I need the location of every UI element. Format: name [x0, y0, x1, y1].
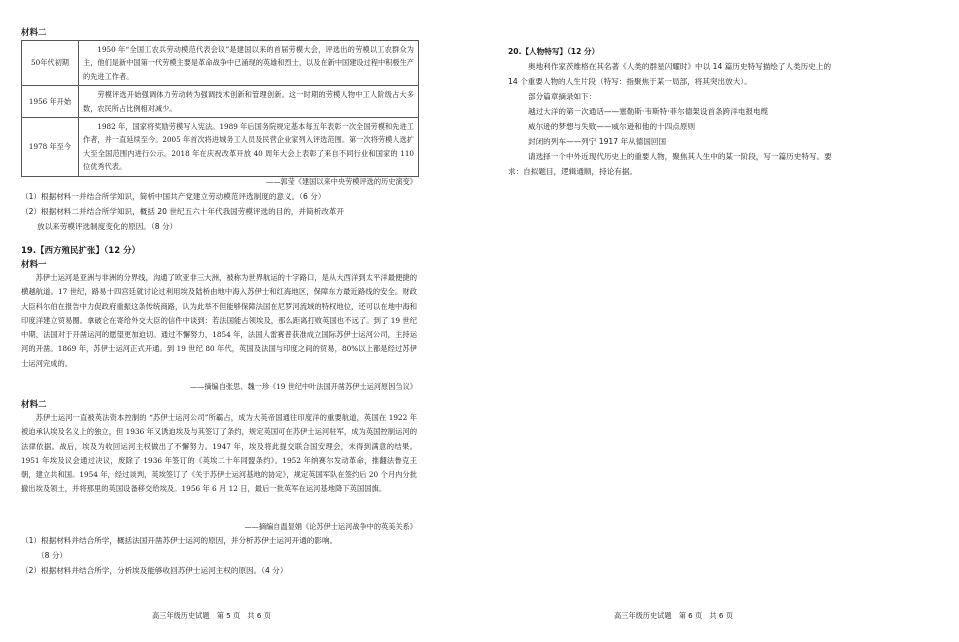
question-18-2: （2）根据材料二并结合所学知识，概括 20 世纪五六十年代我国劳模评选的目的，并简析改革开 [21, 207, 345, 216]
question-19-2: （2）根据材料并结合所学，分析埃及能够收回苏伊士运河主权的原因。（4 分） [21, 566, 288, 575]
question-18-1: （1）根据材料一并结合所学知识，简析中国共产党建立劳动模范评选制度的意义。（6 分） [21, 192, 326, 201]
question-20-body [508, 59, 928, 179]
right-page [490, 0, 959, 642]
question-19 [21, 533, 421, 578]
page-footer-6: 高三年级历史试题 第 6 页 共 6 页 [614, 611, 733, 620]
question-19-title: 19.【西方殖民扩张】（12 分） [21, 246, 141, 256]
labor-model-table [21, 40, 419, 177]
question-20-title: 20.【人物特写】（12 分） [508, 47, 600, 56]
question-19-1-cont: （8 分） [37, 551, 68, 560]
material-2b-title: 材料二 [21, 400, 47, 410]
requirement-line: 求：自拟题目，逻辑通顺，持论有据。 [508, 167, 638, 176]
era-text-cell: 劳模评选开始强调体力劳动转为强调技术创新和管理创新。这一时期的劳模人物中工人阶级占大多数，农民所占比例相对减少。 [79, 86, 419, 118]
list-heading: 部分篇章摘录如下： [528, 92, 597, 101]
list-item: 封闭的列车——列宁 1917 年从德国回国 [528, 137, 667, 146]
list-item: 威尔逊的梦想与失败——威尔逊和他的十四点原则 [528, 122, 696, 131]
era-cell: 50年代初期 [22, 41, 79, 86]
question-18 [21, 189, 421, 234]
page-footer-5: 高三年级历史试题 第 5 页 共 6 页 [152, 611, 271, 620]
material-1-title: 材料一 [21, 260, 47, 270]
material-2b-text: 苏伊士运河一直被英法资本控制的 “苏伊士运河公司”所霸占，成为大英帝国通往印度洋的重要航道，英国在 1922 年被迫承认埃及名义上的独立，但 1936 年又诱迫埃及与其签订了条约，规定英国可在苏伊士运河驻军，成为英国控制运河的法律依据。战后，埃及为收回运河主权做出了不懈努力。1947 年，埃及将此提交联合国安理会，未得到满意的结果。1951 年埃及议会通过决议，废除了 1936 年签订的《英埃二十年同盟条约》。1952 年纳赛尔发动革命，推翻法鲁克王朝，建立共和国。1954 年，经过谈判，英埃签订了《关于苏伊士运河基地的协定》，规定英国军队在签约后 20 个月内分批撤出埃及领土，并将那里的英国设备移交给埃及。1956 年 6 月 12 日，最后一批英军在运河基地降下英国国旗。 [21, 413, 418, 494]
table-source: ——郭莹《建国以来中央劳模评选的历史演变》 [266, 177, 417, 186]
era-text-cell: 1950 年“全国工农兵劳动模范代表会议”是建国以来的首届劳模大会，评选出的劳模以工农群众为主，他们是新中国第一代劳模主要是革命战争中已涌现的英雄和烈士，以及在新中国建设过程中积极生产的先进工作者。 [79, 41, 419, 86]
material-2b-source: ——摘编自温显娟《论苏伊士运河战争中的英美关系》 [244, 522, 417, 531]
era-text-cell: 1982 年，国家将奖励劳模写入宪法。1989 年后国务院规定基本每五年表彰一次全国劳模和先进工作者，并一直延续至今。2005 年首次将进城务工人员及民营企业家列入评选范围。第一次将劳模人选扩大至全国范围内进行公示。2018 年在庆祝改革开放 40 周年大会上表彰了来自不同行业和国家的 110 位优秀代表。 [79, 118, 419, 177]
table-row [22, 86, 419, 118]
left-page [0, 0, 470, 642]
question-18-2-cont: 放以来劳模评选制度变化的原因。（8 分） [37, 222, 178, 231]
table-row [22, 41, 419, 86]
material-1-source: ——摘编自张思、魏一珍《19 世纪中叶法国开凿苏伊士运河原因刍议》 [189, 382, 417, 391]
material-1-text: 苏伊士运河是亚洲与非洲的分界线，沟通了欧亚非三大洲，被称为世界航运的十字路口，是从大西洋到太平洋最便捷的横越航道。17 世纪，路易十四宫廷就讨论过利用埃及陆桥由地中海入苏伊士和红海地区，保障东方最近路线的安全。财政大臣科尔伯在报告中力促政府重振这条传统商路，认为此举不但能够保障法国在尼罗河流域的特权地位，还可以在地中海和印度洋建立贸易圈。拿破仑在寄给外交大臣的信件中谈到：若法国能占领埃及，那么距离打败英国也不远了。到了 19 世纪中期，法国对于开凿运河的愿望更加迫切。通过不懈努力，1854 年，法国人雷赛普获准成立国际苏伊士运河公司，主持运河的开凿。1869 年，苏伊士运河正式开通。到 19 世纪 80 年代，英国及法国与印度之间的贸易，80%以上都是经过苏伊士运河完成的。 [21, 273, 417, 368]
question-19-1: （1）根据材料并结合所学，概括法国开凿苏伊士运河的原因，并分析苏伊士运河开通的影响。 [21, 536, 338, 545]
era-cell: 1978 年至今 [22, 118, 79, 177]
intro-line-1: 奥地利作家茨维格在其名著《人类的群星闪耀时》中以 14 篇历史特写描绘了人类历史上的 [528, 62, 832, 71]
task-line: 请选择一个中外近现代历史上的重要人物，聚焦其人生中的某一阶段，写一篇历史特写。要 [528, 152, 832, 161]
material-2-title: 材料二 [21, 28, 47, 38]
list-item: 越过大洋的第一次通话——塞勒斯·韦斯特·菲尔德架设首条跨洋电报电缆 [528, 107, 769, 116]
intro-line-2: 14 个重要人物的人生片段（特写：指聚焦于某一局部，将其突出放大）。 [508, 77, 752, 86]
table-row [22, 118, 419, 177]
era-cell: 1956 年开始 [22, 86, 79, 118]
